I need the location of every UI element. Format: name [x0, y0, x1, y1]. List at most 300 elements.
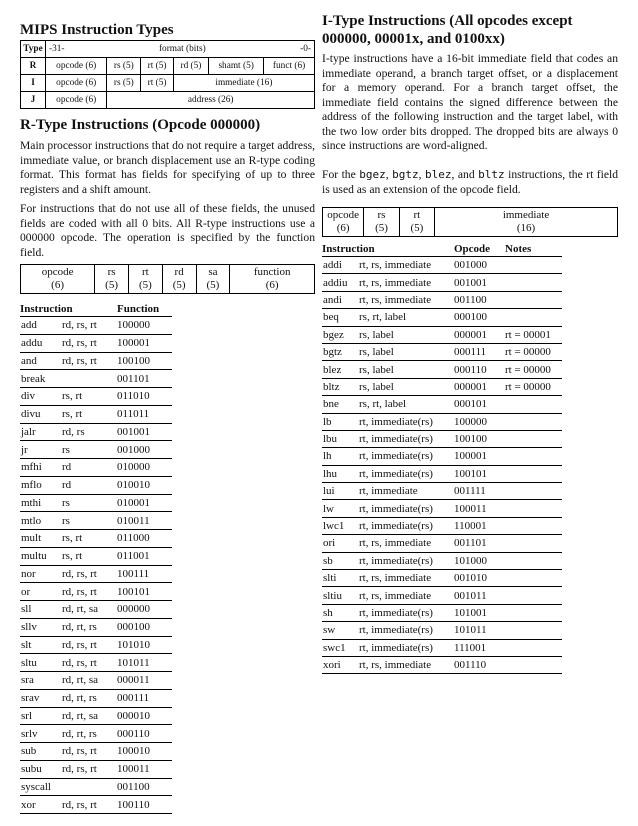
mnemonic-cell: lbu: [322, 430, 359, 447]
table-row: [20, 725, 172, 743]
mnemonic-cell: nor: [20, 565, 62, 583]
notes-cell: [505, 257, 562, 274]
operands-cell: rt, immediate(rs): [359, 604, 454, 621]
table-row: [20, 530, 172, 548]
notes-cell: [505, 622, 562, 639]
operands-cell: rt, immediate(rs): [359, 448, 454, 465]
type-label: J: [21, 92, 46, 109]
rtype-title: R-Type Instructions (Opcode 000000): [20, 117, 261, 133]
function-cell: 001101: [117, 370, 172, 388]
table-row: [322, 396, 562, 413]
itype-instruction-table: [322, 241, 562, 674]
function-cell: 010001: [117, 494, 172, 512]
notes-cell: [505, 430, 562, 447]
type-label: I: [21, 75, 46, 92]
operands-cell: rd: [62, 476, 117, 494]
notes-cell: [505, 552, 562, 569]
mnemonic-cell: srav: [20, 689, 62, 707]
notes-cell: [505, 396, 562, 413]
table-row: [322, 378, 562, 395]
mnemonic-cell: mfhi: [20, 459, 62, 477]
mnemonic-cell: lwc1: [322, 517, 359, 534]
format-field-size: (5): [410, 222, 424, 234]
operands-cell: rd, rs, rt: [62, 636, 117, 654]
operands-cell: rd, rs, rt: [62, 317, 117, 335]
format-field-size: (6): [265, 279, 279, 291]
function-cell: 100110: [117, 796, 172, 814]
operands-cell: rs: [62, 441, 117, 459]
opcode-cell: 111001: [454, 639, 505, 656]
mnemonic-cell: mthi: [20, 494, 62, 512]
mnemonic-cell: addi: [322, 257, 359, 274]
table-row: [322, 587, 562, 604]
text: ,: [418, 168, 426, 181]
opcode-cell: 100000: [454, 413, 505, 430]
function-cell: 001100: [117, 778, 172, 796]
operands-cell: rt, immediate(rs): [359, 413, 454, 430]
function-cell: 100111: [117, 565, 172, 583]
format-field-size: (5): [206, 279, 220, 291]
type-label: R: [21, 58, 46, 75]
mnemonic-cell: beq: [322, 309, 359, 326]
format-field-name: opcode: [327, 209, 360, 221]
field-cell: shamt (5): [209, 58, 264, 75]
function-cell: 000011: [117, 672, 172, 690]
operands-cell: rt, rs, immediate: [359, 291, 454, 308]
table-row: [20, 547, 172, 565]
opcode-cell: 000111: [454, 343, 505, 360]
format-field-4: [196, 265, 230, 294]
notes-cell: [505, 413, 562, 430]
table-row: [20, 565, 172, 583]
format-field-3: [435, 208, 618, 237]
itype-paragraph-1: I-type instructions have a 16-bit immediate field that codes an immediate operand, a branch target offset, or a displacement for a memory operand. For a branch target offset, the immediate field contains the signed difference between the address of the following instruction and the target label, with the two low order bits dropped. The dropped bits are always 0 since instructions are word-aligned.: [322, 52, 618, 152]
itype-paragraph-2: [322, 168, 618, 197]
table-row: [322, 291, 562, 308]
table-row: [322, 326, 562, 343]
notes-cell: [505, 587, 562, 604]
itype-title: [322, 12, 573, 48]
rtype-format-table: [20, 264, 315, 294]
operands-cell: rt, rs, immediate: [359, 274, 454, 291]
mnemonic-cell: sb: [322, 552, 359, 569]
mnemonic-cell: divu: [20, 405, 62, 423]
format-field-size: (5): [172, 279, 186, 291]
rtype-table-header: [20, 301, 172, 317]
mnemonic-cell: lh: [322, 448, 359, 465]
operands-cell: rd, rt, rs: [62, 725, 117, 743]
operands-cell: rd, rt, rs: [62, 689, 117, 707]
table-row: [322, 430, 562, 447]
notes-cell: rt = 00001: [505, 326, 562, 343]
mnemonic-cell: slt: [20, 636, 62, 654]
table-row: [20, 370, 172, 388]
table-row: [322, 622, 562, 639]
operands-cell: rt, rs, immediate: [359, 257, 454, 274]
types-header-row: [21, 41, 315, 58]
notes-cell: [505, 517, 562, 534]
opcode-cell: 001110: [454, 656, 505, 673]
operands-cell: rd, rt, sa: [62, 707, 117, 725]
rtype-paragraph-1: Main processor instructions that do not require a target address, immediate value, or branch displacement use an R-type coding format. This format has fields for specifying of up to three registers and a shift amount.: [20, 139, 315, 196]
operands-cell: rd, rs, rt: [62, 760, 117, 778]
mnemonic-cell: sll: [20, 601, 62, 619]
mnemonic-cell: ori: [322, 535, 359, 552]
format-field-size: (5): [138, 279, 152, 291]
table-row: [20, 618, 172, 636]
notes-cell: [505, 483, 562, 500]
operands-cell: rt, immediate(rs): [359, 465, 454, 482]
text: For the: [322, 168, 360, 181]
mnemonic-cell: sw: [322, 622, 359, 639]
format-field-name: opcode: [41, 266, 74, 278]
function-cell: 101011: [117, 654, 172, 672]
opcode-cell: 000100: [454, 309, 505, 326]
table-row: [20, 796, 172, 814]
function-cell: 100010: [117, 743, 172, 761]
table-row: [20, 317, 172, 335]
format-field-0: [323, 208, 364, 237]
types-row-i: [21, 75, 315, 92]
table-row: [20, 476, 172, 494]
operands-cell: rs, rt: [62, 405, 117, 423]
types-row-j: [21, 92, 315, 109]
operands-cell: rs, rt: [62, 547, 117, 565]
table-row: [322, 517, 562, 534]
mnemonic-cell: and: [20, 352, 62, 370]
operands-cell: rt, immediate(rs): [359, 552, 454, 569]
operands-cell: rd: [62, 459, 117, 477]
notes-cell: [505, 291, 562, 308]
format-field-name: function: [253, 266, 291, 278]
mnemonic-cell: lui: [322, 483, 359, 500]
mnemonic-cell: mflo: [20, 476, 62, 494]
format-bits-label: format (bits): [158, 44, 206, 54]
function-cell: 001001: [117, 423, 172, 441]
notes-cell: [505, 500, 562, 517]
mnemonic-cell: jr: [20, 441, 62, 459]
opcode-cell: 101001: [454, 604, 505, 621]
mnemonic-cell: mtlo: [20, 512, 62, 530]
mnemonic-cell: mult: [20, 530, 62, 548]
opcode-cell: 001111: [454, 483, 505, 500]
format-row: [323, 208, 618, 237]
function-cell: 100000: [117, 317, 172, 335]
opcode-cell: 000001: [454, 378, 505, 395]
instruction-types-title: MIPS Instruction Types: [20, 22, 174, 38]
notes-cell: [505, 570, 562, 587]
table-row: [322, 309, 562, 326]
mnemonic-cell: break: [20, 370, 62, 388]
field-cell: rs (5): [107, 58, 141, 75]
function-cell: 000110: [117, 725, 172, 743]
operands-cell: rs: [62, 512, 117, 530]
mnemonic-cell: lb: [322, 413, 359, 430]
text: , and: [451, 168, 479, 181]
field-cell: opcode (6): [46, 92, 107, 109]
field-cell: address (26): [107, 92, 315, 109]
table-row: [322, 361, 562, 378]
types-header-type: Type: [21, 41, 46, 58]
function-cell: 100001: [117, 334, 172, 352]
rtype-instruction-table: [20, 301, 172, 814]
code-blez: blez: [425, 168, 452, 181]
field-cell: opcode (6): [46, 75, 107, 92]
table-row: [20, 654, 172, 672]
function-cell: 100101: [117, 583, 172, 601]
function-cell: 011010: [117, 388, 172, 406]
mnemonic-cell: sllv: [20, 618, 62, 636]
itype-format-table: [322, 207, 618, 237]
text: instructions, the rt field is used as an extension of the opcode field.: [322, 168, 619, 196]
table-row: [322, 500, 562, 517]
notes-cell: [505, 465, 562, 482]
field-cell: opcode (6): [46, 58, 107, 75]
mnemonic-cell: slti: [322, 570, 359, 587]
format-field-2: [399, 208, 434, 237]
notes-cell: rt = 00000: [505, 343, 562, 360]
opcode-cell: 001000: [454, 257, 505, 274]
opcode-header: Opcode: [454, 241, 505, 257]
operands-cell: rt, immediate(rs): [359, 639, 454, 656]
mnemonic-cell: sra: [20, 672, 62, 690]
table-row: [20, 388, 172, 406]
opcode-cell: 000001: [454, 326, 505, 343]
function-cell: 010010: [117, 476, 172, 494]
operands-cell: [62, 778, 117, 796]
opcode-cell: 100100: [454, 430, 505, 447]
table-row: [20, 459, 172, 477]
format-field-2: [128, 265, 162, 294]
field-cell: rt (5): [141, 58, 174, 75]
table-row: [20, 707, 172, 725]
function-cell: 001000: [117, 441, 172, 459]
mnemonic-cell: bgez: [322, 326, 359, 343]
format-field-1: [364, 208, 399, 237]
mnemonic-cell: lhu: [322, 465, 359, 482]
mnemonic-cell: addu: [20, 334, 62, 352]
operands-cell: rt, immediate: [359, 483, 454, 500]
operands-cell: rs, rt: [62, 530, 117, 548]
notes-cell: [505, 448, 562, 465]
mnemonic-cell: add: [20, 317, 62, 335]
notes-cell: [505, 274, 562, 291]
code-bgez: bgez: [359, 168, 386, 181]
opcode-cell: 100101: [454, 465, 505, 482]
table-row: [20, 494, 172, 512]
operands-cell: rt, rs, immediate: [359, 570, 454, 587]
notes-header: Notes: [505, 241, 562, 257]
table-row: [20, 601, 172, 619]
mnemonic-cell: srlv: [20, 725, 62, 743]
code-bgtz: bgtz: [392, 168, 419, 181]
operands-cell: rt, immediate(rs): [359, 500, 454, 517]
text: ,: [385, 168, 393, 181]
function-cell: 010011: [117, 512, 172, 530]
mnemonic-cell: div: [20, 388, 62, 406]
opcode-cell: 000110: [454, 361, 505, 378]
format-field-name: sa: [208, 266, 218, 278]
function-cell: 000111: [117, 689, 172, 707]
mnemonic-cell: or: [20, 583, 62, 601]
field-cell: rt (5): [141, 75, 174, 92]
code-bltz: bltz: [478, 168, 505, 181]
table-row: [20, 636, 172, 654]
table-row: [322, 483, 562, 500]
table-row: [20, 778, 172, 796]
instruction-header: Instruction: [20, 301, 117, 317]
opcode-cell: 001101: [454, 535, 505, 552]
operands-cell: rd, rs, rt: [62, 565, 117, 583]
types-header-bits: [46, 41, 315, 58]
function-cell: 000000: [117, 601, 172, 619]
mnemonic-cell: blez: [322, 361, 359, 378]
operands-cell: rt, immediate(rs): [359, 430, 454, 447]
operands-cell: [62, 370, 117, 388]
operands-cell: rd, rs, rt: [62, 334, 117, 352]
format-field-size: (5): [375, 222, 388, 234]
mnemonic-cell: jalr: [20, 423, 62, 441]
table-row: [322, 639, 562, 656]
format-row: [21, 265, 315, 294]
table-row: [20, 423, 172, 441]
mnemonic-cell: bne: [322, 396, 359, 413]
itype-title-line-1: I-Type Instructions (All opcodes except: [322, 13, 573, 29]
table-row: [20, 760, 172, 778]
format-field-size: (6): [51, 279, 64, 291]
table-row: [20, 334, 172, 352]
table-row: [20, 583, 172, 601]
operands-cell: rd, rt, sa: [62, 672, 117, 690]
mnemonic-cell: sltu: [20, 654, 62, 672]
operands-cell: rd, rt, sa: [62, 601, 117, 619]
format-field-1: [95, 265, 129, 294]
mnemonic-cell: xori: [322, 656, 359, 673]
opcode-cell: 101000: [454, 552, 505, 569]
table-row: [20, 743, 172, 761]
table-row: [322, 448, 562, 465]
format-field-name: rs: [377, 209, 386, 221]
format-field-name: immediate: [502, 209, 550, 221]
mnemonic-cell: andi: [322, 291, 359, 308]
operands-cell: rd, rs, rt: [62, 654, 117, 672]
table-row: [20, 405, 172, 423]
function-cell: 100100: [117, 352, 172, 370]
format-field-size: (16): [516, 222, 536, 234]
format-field-size: (5): [105, 279, 118, 291]
notes-cell: [505, 656, 562, 673]
table-row: [20, 352, 172, 370]
table-row: [322, 535, 562, 552]
mnemonic-cell: subu: [20, 760, 62, 778]
opcode-cell: 001010: [454, 570, 505, 587]
mnemonic-cell: bgtz: [322, 343, 359, 360]
table-row: [322, 413, 562, 430]
function-cell: 000010: [117, 707, 172, 725]
table-row: [20, 441, 172, 459]
operands-cell: rd, rs: [62, 423, 117, 441]
instruction-types-table: [20, 40, 315, 109]
function-cell: 101010: [117, 636, 172, 654]
operands-cell: rt, rs, immediate: [359, 587, 454, 604]
operands-cell: rd, rs, rt: [62, 583, 117, 601]
mnemonic-cell: sltiu: [322, 587, 359, 604]
function-header: Function: [117, 301, 172, 317]
operands-cell: rs, rt: [62, 388, 117, 406]
mnemonic-cell: sub: [20, 743, 62, 761]
itype-title-line-2: 000000, 00001x, and 0100xx): [322, 31, 505, 47]
opcode-cell: 001011: [454, 587, 505, 604]
itype-table-header: [322, 241, 562, 257]
field-cell: rs (5): [107, 75, 141, 92]
mnemonic-cell: srl: [20, 707, 62, 725]
operands-cell: rd, rs, rt: [62, 743, 117, 761]
notes-cell: rt = 00000: [505, 361, 562, 378]
operands-cell: rt, immediate(rs): [359, 517, 454, 534]
notes-cell: [505, 535, 562, 552]
field-cell: rd (5): [173, 58, 208, 75]
operands-cell: rs, label: [359, 378, 454, 395]
format-field-3: [162, 265, 196, 294]
table-row: [322, 570, 562, 587]
bit-31-label: -31-: [49, 44, 65, 54]
operands-cell: rs, rt, label: [359, 396, 454, 413]
types-row-r: [21, 58, 315, 75]
operands-cell: rt, rs, immediate: [359, 656, 454, 673]
format-field-name: rt: [413, 209, 421, 221]
notes-cell: [505, 309, 562, 326]
operands-cell: rd, rs, rt: [62, 796, 117, 814]
operands-cell: rs, rt, label: [359, 309, 454, 326]
instruction-header: Instruction: [322, 241, 454, 257]
table-row: [322, 552, 562, 569]
rtype-paragraph-2: For instructions that do not use all of these fields, the unused fields are coded with all 0 bits. All R-type instructions use a 000000 opcode. The operation is specified by the function field.: [20, 202, 315, 259]
format-field-name: rt: [141, 266, 149, 278]
opcode-cell: 001001: [454, 274, 505, 291]
table-row: [322, 656, 562, 673]
format-field-0: [21, 265, 95, 294]
table-row: [322, 343, 562, 360]
opcode-cell: 001100: [454, 291, 505, 308]
operands-cell: rd, rt, rs: [62, 618, 117, 636]
function-cell: 010000: [117, 459, 172, 477]
opcode-cell: 000101: [454, 396, 505, 413]
function-cell: 100011: [117, 760, 172, 778]
mnemonic-cell: syscall: [20, 778, 62, 796]
table-row: [322, 257, 562, 274]
opcode-cell: 100001: [454, 448, 505, 465]
table-row: [322, 604, 562, 621]
operands-cell: rd, rs, rt: [62, 352, 117, 370]
operands-cell: rs: [62, 494, 117, 512]
mnemonic-cell: sh: [322, 604, 359, 621]
table-row: [20, 672, 172, 690]
bit-0-label: -0-: [300, 44, 311, 54]
notes-cell: rt = 00000: [505, 378, 562, 395]
mnemonic-cell: bltz: [322, 378, 359, 395]
function-cell: 000100: [117, 618, 172, 636]
table-row: [20, 689, 172, 707]
operands-cell: rt, immediate(rs): [359, 622, 454, 639]
operands-cell: rs, label: [359, 326, 454, 343]
format-field-name: rs: [107, 266, 116, 278]
notes-cell: [505, 604, 562, 621]
mnemonic-cell: addiu: [322, 274, 359, 291]
mnemonic-cell: swc1: [322, 639, 359, 656]
field-cell: funct (6): [264, 58, 315, 75]
mnemonic-cell: xor: [20, 796, 62, 814]
function-cell: 011001: [117, 547, 172, 565]
